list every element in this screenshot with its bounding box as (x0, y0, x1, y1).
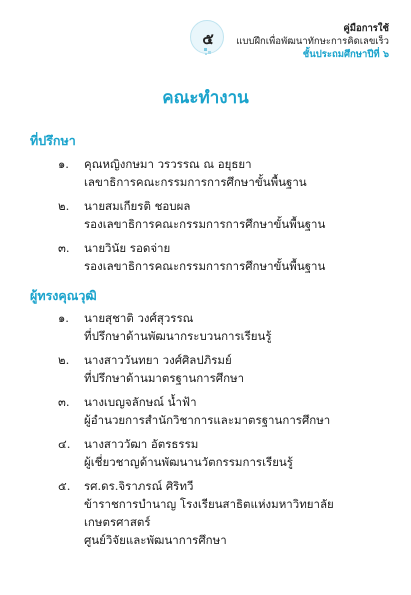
section-heading-advisors: ที่ปรึกษา (30, 133, 76, 148)
item-role: รองเลขาธิการคณะกรรมการการศึกษาขั้นพื้นฐาน (84, 259, 326, 273)
item-number: ๒. (58, 199, 70, 213)
item-name: นายวินัย รอดจ่าย (84, 241, 171, 255)
list-item (58, 393, 398, 429)
item-role: ผู้อำนวยการสำนักวิชาการและมาตรฐานการศึกษา (84, 413, 331, 427)
pencil-icon (203, 47, 213, 57)
item-number: ๕. (58, 479, 71, 493)
item-name: นางสาววันทยา วงศ์ศิลปภิรมย์ (84, 353, 232, 367)
page-number-badge (190, 20, 224, 54)
list-item (58, 351, 398, 387)
item-name: นางเบญจลักษณ์ น้ำฟ้า (84, 395, 197, 409)
item-role-secondary: ศูนย์วิจัยและพัฒนาการศึกษา (84, 533, 227, 547)
item-name: นางสาววัฒา อัตรธรรม (84, 437, 199, 451)
item-role: ที่ปรึกษาด้านพัฒนากระบวนการเรียนรู้ (84, 329, 272, 343)
list-item (58, 239, 398, 275)
item-role: ที่ปรึกษาด้านมาตรฐานการศึกษา (84, 371, 245, 385)
list-item (58, 309, 398, 345)
item-role: ข้าราชการบำนาญ โรงเรียนสาธิตแห่งมหาวิทยาลัยเกษตรศาสตร์ (84, 497, 334, 529)
item-number: ๑. (58, 157, 69, 171)
page-number: ๕ (202, 30, 214, 48)
item-name: นายสุชาติ วงศ์สุวรรณ (84, 311, 194, 325)
item-number: ๓. (58, 241, 70, 255)
item-name: รศ.ดร.จิราภรณ์ ศิริทวี (84, 479, 194, 493)
item-number: ๒. (58, 353, 70, 367)
item-number: ๑. (58, 311, 69, 325)
header-manual-label: คู่มือการใช้ (343, 23, 389, 34)
item-name: นายสมเกียรติ ชอบผล (84, 199, 191, 213)
list-item (58, 197, 398, 233)
section-heading-experts: ผู้ทรงคุณวุฒิ (30, 288, 97, 303)
item-number: ๓. (58, 395, 70, 409)
item-name: คุณหญิงกษมา วรวรรณ ณ อยุธยา (84, 157, 252, 171)
item-role: เลขาธิการคณะกรรมการการศึกษาขั้นพื้นฐาน (84, 175, 307, 189)
list-item (58, 435, 398, 471)
item-role: รองเลขาธิการคณะกรรมการการศึกษาขั้นพื้นฐาน (84, 217, 326, 231)
header-book-title: แบบฝึกเพื่อพัฒนาทักษะการคิดเลขเร็ว (236, 36, 389, 47)
header-grade-level: ชั้นประถมศึกษาปีที่ ๖ (302, 49, 389, 60)
running-header (236, 22, 389, 61)
page-title: คณะทำงาน (162, 88, 249, 108)
item-number: ๔. (58, 437, 71, 451)
list-item (58, 155, 398, 191)
item-role: ผู้เชี่ยวชาญด้านพัฒนานวัตกรรมการเรียนรู้ (84, 455, 293, 469)
list-item (58, 477, 398, 549)
